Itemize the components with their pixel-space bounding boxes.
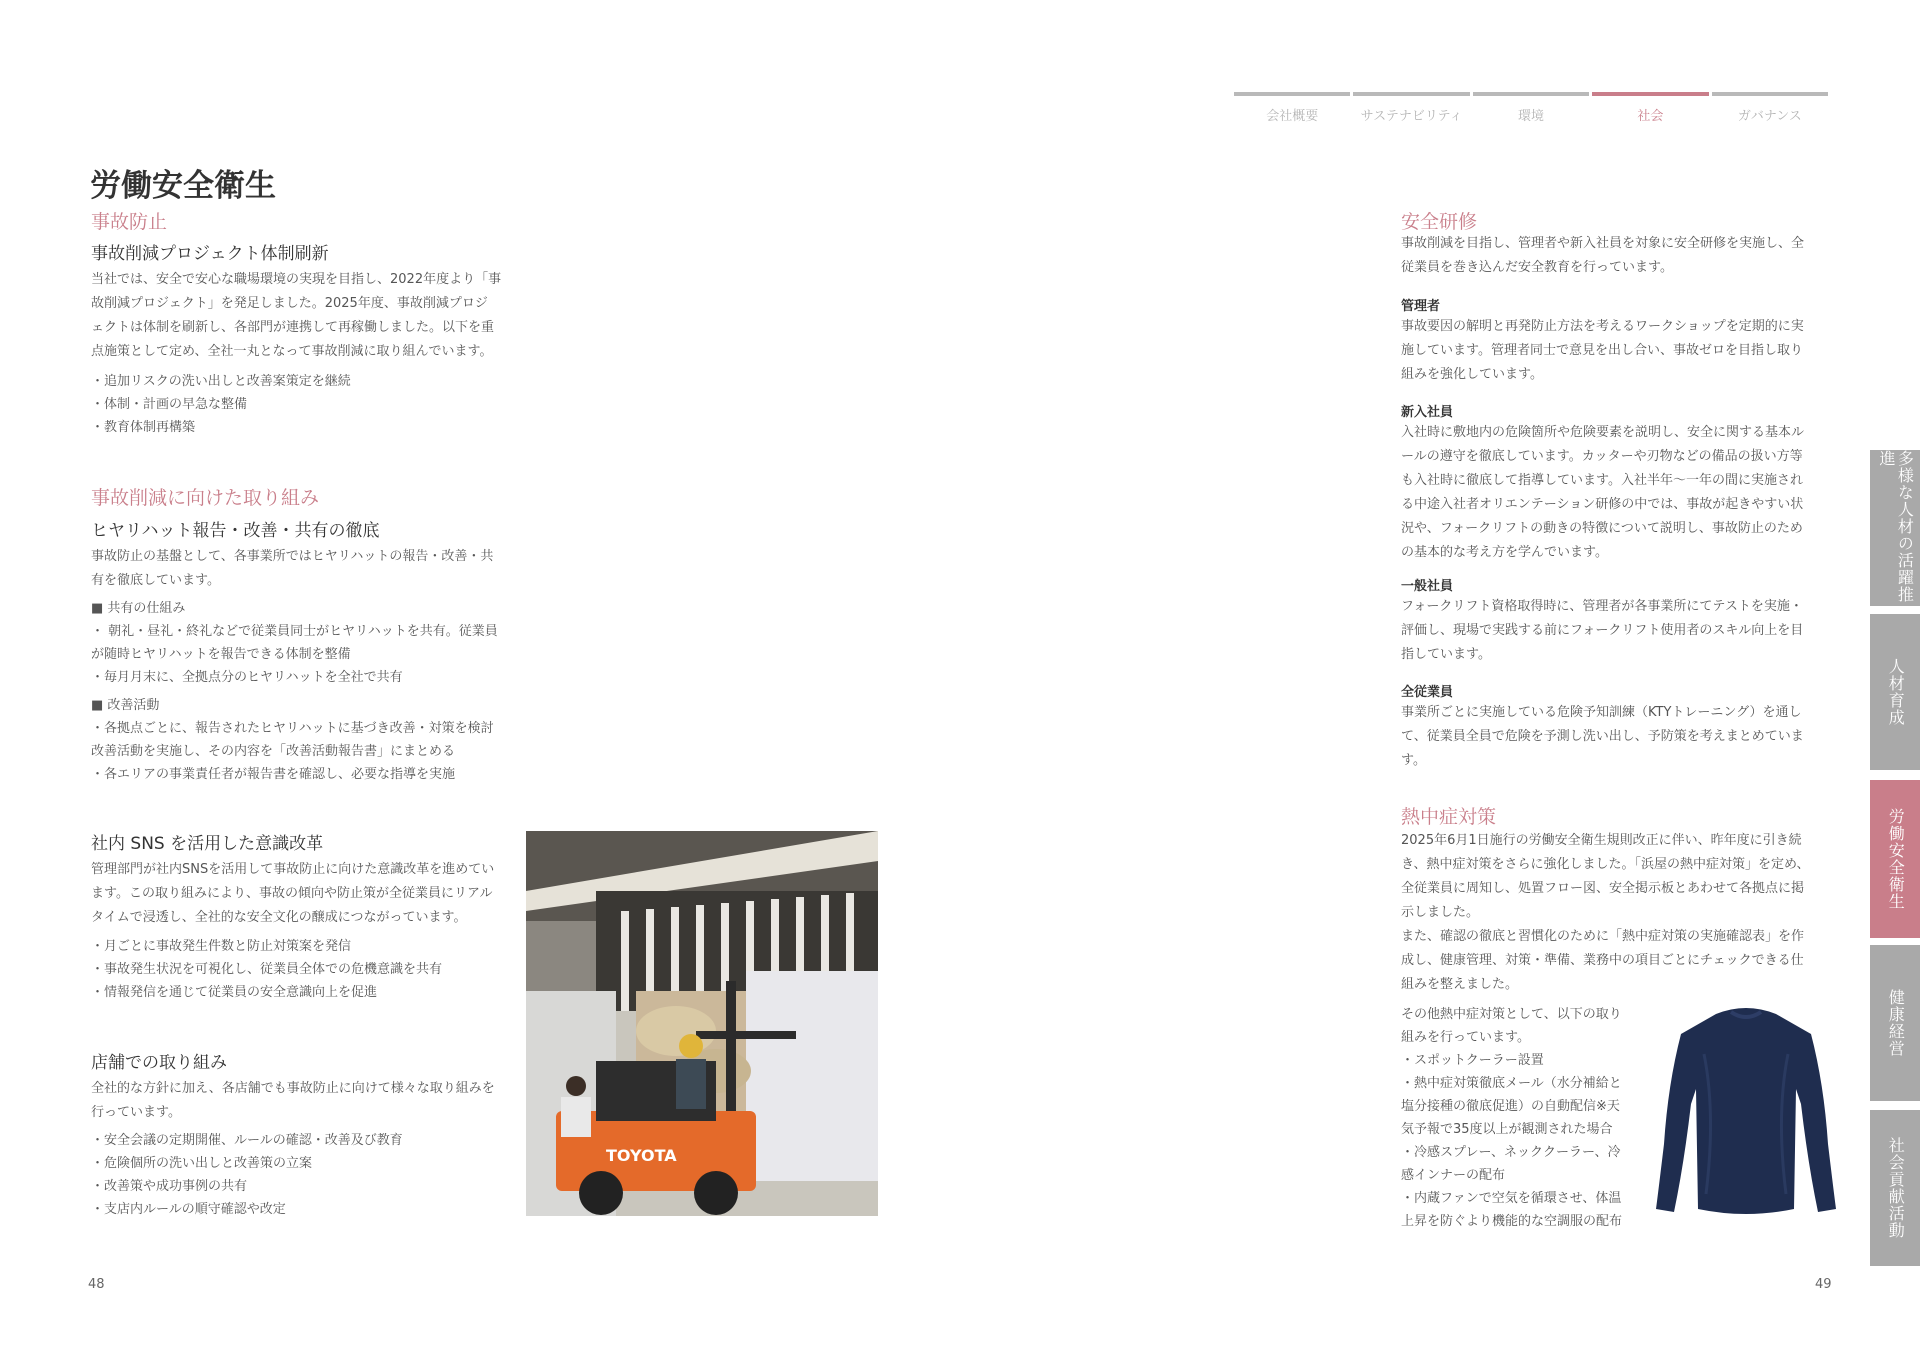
- heatstroke-other-measures: [1401, 1003, 1651, 1233]
- list-item: ・各エリアの事業責任者が報告書を確認し、必要な指導を実施: [91, 767, 456, 782]
- label-new-employee: 新入社員: [1401, 405, 1454, 420]
- list-item: ・教育体制再構築: [91, 420, 196, 435]
- list-item: ・内蔵ファンで空気を循環させ、体温: [1401, 1191, 1622, 1206]
- store-paragraph: 全社的な方針に加え、各店舗でも事故防止に向けて様々な取り組みを 行っています。: [91, 1081, 495, 1120]
- new-employee-paragraph: 入社時に敷地内の危険箇所や危険要素を説明し、安全に関する基本ル ールの遵守を徹底しています。カッターや刃物などの備品の扱い方等 も入社時に徹底して指導しています。入社半年〜一年の間に実施され る中途入社者オリエンテーション研修の中では、事故が起きやすい状 況や、フォークリフトの動きの特徴について説明し、事故防止のため の基本的な考え方を学んでいます。: [1401, 425, 1805, 560]
- list-item: ・冷感スプレー、ネッククーラー、冷: [1401, 1145, 1621, 1160]
- list-item: ・各拠点ごとに、報告されたヒヤリハットに基づき改善・対策を検討: [91, 721, 494, 736]
- side-tab-health[interactable]: 健康経営: [1870, 945, 1920, 1101]
- subheading-internal-sns: 社内 SNS を活用した意識改革: [91, 834, 324, 854]
- list-item: ・追加リスクの洗い出しと改善案策定を継続: [91, 374, 351, 389]
- all-employees-paragraph: 事業所ごとに実施している危険予知訓練（KTYトレーニング）を通し て、従業員全員で危険を予測し洗い出し、予防策を考えまとめていま す。: [1401, 705, 1804, 768]
- nav-tab-environment[interactable]: 環境: [1473, 92, 1589, 128]
- list-item: ・体制・計画の早急な整備: [91, 397, 248, 412]
- sns-bullets: [91, 935, 442, 1004]
- list-item: ・安全会議の定期開催、ルールの確認・改善及び教育: [91, 1133, 403, 1148]
- side-tab-diversity[interactable]: 多様な人材の活躍推進: [1870, 450, 1920, 606]
- store-bullets: [91, 1129, 403, 1221]
- list-item: ・熱中症対策徹底メール（水分補給と: [1401, 1076, 1622, 1091]
- reduction-paragraph: 事故防止の基盤として、各事業所ではヒヤリハットの報告・改善・共 有を徹底しています。: [91, 549, 494, 588]
- share-label: ■ 共有の仕組み: [91, 601, 186, 616]
- cooling-shirt-photo: [1646, 994, 1846, 1224]
- page-number-right: 49: [1815, 1277, 1832, 1292]
- heatstroke-paragraph: 2025年6月1日施行の労働安全衛生規則改正に伴い、昨年度に引き続 き、熱中症対策をさらに強化しました。「浜屋の熱中症対策」を定め、 全従業員に周知し、処置フロー図、安全掲示板とあわせて各拠点に掲 示しました。 また、確認の徹底と習慣化のために「熱中症対策の実施確認表」を作 成し、健康管理、対策・準備、業務中の項目ごとにチェックできる仕 組みを整えました。: [1401, 833, 1810, 992]
- training-paragraph: 事故削減を目指し、管理者や新入社員を対象に安全研修を実施し、全 従業員を巻き込んだ安全教育を行っています。: [1401, 236, 1805, 275]
- list-item: ・スポットクーラー設置: [1401, 1053, 1544, 1068]
- nav-tab-social[interactable]: 社会: [1592, 92, 1708, 128]
- label-manager: 管理者: [1401, 299, 1441, 314]
- forklift-photo: [526, 831, 878, 1216]
- forklift-brand-text: TOYOTA: [606, 1146, 677, 1165]
- share-mechanism: [91, 597, 531, 689]
- side-tab-safety[interactable]: 労働安全衛生: [1870, 780, 1920, 938]
- list-item: ・情報発信を通じて従業員の安全意識向上を促進: [91, 985, 378, 1000]
- list-item: ・事故発生状況を可視化し、従業員全体での危機意識を共有: [91, 962, 443, 977]
- heading-safety-training: 安全研修: [1401, 211, 1478, 233]
- list-item: ・支店内ルールの順守確認や改定: [91, 1202, 286, 1217]
- nav-tab-sustainability[interactable]: サステナビリティ: [1353, 92, 1469, 128]
- list-item: 改善活動を実施し、その内容を「改善活動報告書」にまとめる: [91, 744, 456, 759]
- label-all-employees: 全従業員: [1401, 685, 1454, 700]
- subheading-project-renewal: 事故削減プロジェクト体制刷新: [91, 244, 329, 264]
- subheading-hiyari-hatto: ヒヤリハット報告・改善・共有の徹底: [91, 521, 380, 541]
- list-item: 上昇を防ぐより機能的な空調服の配布: [1401, 1214, 1623, 1229]
- list-item: ・月ごとに事故発生件数と防止対策案を発信: [91, 939, 352, 954]
- section-nav: [1234, 92, 1828, 128]
- nav-tab-governance[interactable]: ガバナンス: [1712, 92, 1828, 128]
- improve-label: ■ 改善活動: [91, 698, 160, 713]
- list-item: ・毎月月末に、全拠点分のヒヤリハットを全社で共有: [91, 670, 403, 685]
- project-bullets: [91, 370, 351, 439]
- list-item: ・ 朝礼・昼礼・終礼などで従業員同士がヒヤリハットを共有。従業員: [91, 624, 498, 639]
- list-item: が随時ヒヤリハットを報告できる体制を整備: [91, 647, 351, 662]
- list-item: ・危険個所の洗い出しと改善策の立案: [91, 1156, 313, 1171]
- improvement-activity: [91, 694, 531, 786]
- side-tab-training[interactable]: 人材育成: [1870, 614, 1920, 770]
- page-title: 労働安全衛生: [90, 168, 276, 204]
- heading-accident-prevention: 事故防止: [91, 211, 168, 233]
- forklift-photo-illustration: [526, 831, 878, 1216]
- label-general-employee: 一般社員: [1401, 579, 1454, 594]
- cooling-shirt-illustration: [1646, 994, 1846, 1224]
- project-paragraph: 当社では、安全で安心な職場環境の実現を目指し、2022年度より「事 故削減プロジェクト」を発足しました。2025年度、事故削減プロジ ェクトは体制を刷新し、各部門が連携して再稼働しました。以下を重 点施策として定め、全社一丸となって事故削減に取り組んでいます。: [91, 272, 502, 359]
- subheading-store: 店舗での取り組み: [91, 1053, 227, 1073]
- list-item: その他熱中症対策として、以下の取り: [1401, 1007, 1622, 1022]
- side-tab-contribution[interactable]: 社会貢献活動: [1870, 1110, 1920, 1266]
- list-item: 組みを行っています。: [1401, 1030, 1530, 1045]
- sns-paragraph: 管理部門が社内SNSを活用して事故防止に向けた意識改革を進めてい ます。この取り組みにより、事故の傾向や防止策が全従業員にリアル タイムで浸透し、全社的な安全文化の醸成につながっています。: [91, 862, 495, 925]
- list-item: 気予報で35度以上が観測された場合: [1401, 1122, 1613, 1137]
- nav-tab-company[interactable]: 会社概要: [1234, 92, 1350, 128]
- general-employee-paragraph: フォークリフト資格取得時に、管理者が各事業所にてテストを実施・ 評価し、現場で実践する前にフォークリフト使用者のスキル向上を目 指しています。: [1401, 599, 1804, 662]
- heading-accident-reduction: 事故削減に向けた取り組み: [91, 487, 320, 509]
- list-item: 感インナーの配布: [1401, 1168, 1506, 1183]
- manager-paragraph: 事故要因の解明と再発防止方法を考えるワークショップを定期的に実 施しています。管理者同士で意見を出し合い、事故ゼロを目指し取り 組みを強化しています。: [1401, 319, 1804, 382]
- page-number-left: 48: [88, 1277, 105, 1292]
- heading-heatstroke: 熱中症対策: [1401, 806, 1497, 828]
- list-item: 塩分接種の徹底促進）の自動配信※天: [1401, 1099, 1620, 1114]
- list-item: ・改善策や成功事例の共有: [91, 1179, 248, 1194]
